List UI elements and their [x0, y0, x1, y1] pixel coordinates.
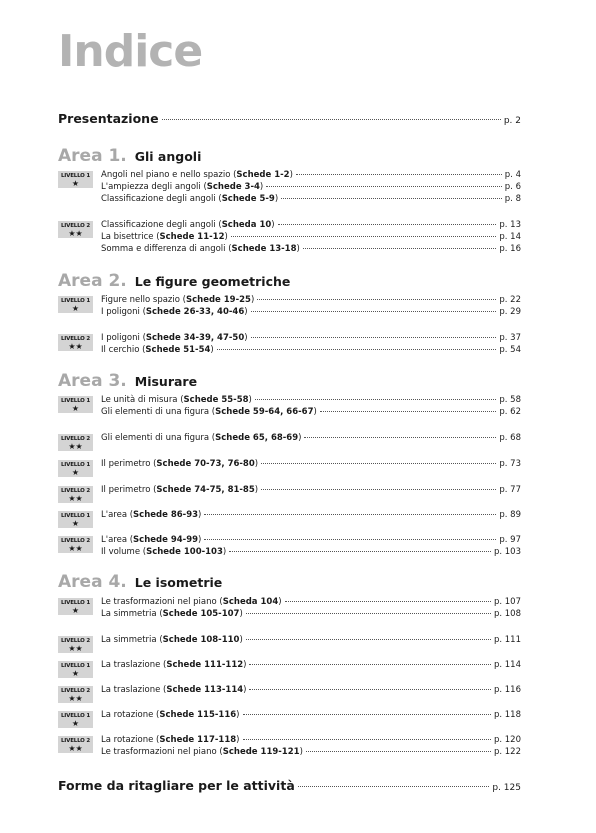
level-label: LIVELLO 1	[61, 713, 90, 719]
level-label: LIVELLO 2	[61, 223, 90, 229]
entry-page: p. 29	[499, 307, 521, 317]
entry-text: Le trasformazioni nel piano (	[101, 747, 223, 757]
entry-end: )	[299, 747, 303, 757]
entry-title	[101, 394, 252, 406]
level-badge	[58, 711, 93, 728]
level-badge	[58, 511, 93, 528]
entry-title	[101, 406, 317, 418]
area-heading	[58, 146, 201, 167]
entry-end: )	[296, 244, 300, 254]
area-heading	[58, 271, 290, 292]
leader-dots	[243, 739, 491, 740]
star-icon: ★	[71, 468, 80, 477]
entry-page: p. 62	[499, 407, 521, 417]
entry-ref: Schede 108-110	[162, 635, 240, 645]
entry-text: La rotazione (	[101, 735, 160, 745]
toc-entry	[101, 534, 521, 546]
entry-title	[101, 219, 275, 231]
star-icon: ★★	[68, 544, 83, 553]
entry-title	[101, 659, 246, 671]
level-label: LIVELLO 2	[61, 538, 90, 544]
toc-entry	[101, 169, 521, 181]
toc-entry	[101, 734, 521, 746]
entry-ref: Schede 70-73, 76-80	[156, 459, 255, 469]
entry-page: p. 114	[493, 660, 521, 670]
area-number: Area 2.	[58, 271, 127, 291]
star-icon: ★★	[68, 442, 83, 451]
entry-page: p. 107	[493, 597, 521, 607]
entry-text: La rotazione (	[101, 710, 160, 720]
level-label: LIVELLO 1	[61, 462, 90, 468]
entry-text: Il cerchio (	[101, 345, 146, 355]
entry-end: )	[271, 220, 275, 230]
level-label: LIVELLO 2	[61, 738, 90, 744]
entry-title	[101, 509, 201, 521]
entry-text: Figure nello spazio (	[101, 295, 186, 305]
toc-entry	[101, 608, 521, 620]
entry-text: I poligoni (	[101, 307, 146, 317]
entry-ref: Schede 94-99	[133, 535, 199, 545]
entry-end: )	[298, 433, 302, 443]
entry-ref: Scheda 10	[221, 220, 272, 230]
level-badge	[58, 486, 93, 503]
level-label: LIVELLO 2	[61, 638, 90, 644]
leader-dots	[306, 751, 491, 752]
leader-dots	[204, 514, 496, 515]
leader-dots	[261, 463, 496, 464]
entry-text: Gli elementi di una figura (	[101, 433, 216, 443]
level-label: LIVELLO 2	[61, 336, 90, 342]
entry-text: Angoli nel piano e nello spazio (	[101, 170, 237, 180]
star-icon: ★	[71, 606, 80, 615]
toc-entry	[101, 659, 521, 671]
entry-text: Classificazione degli angoli (	[101, 220, 222, 230]
level-badge	[58, 334, 93, 351]
entry-page: p. 6	[504, 182, 521, 192]
entry-text: Gli elementi di una figura (	[101, 407, 216, 417]
level-badge	[58, 686, 93, 703]
entry-ref: Schede 86-93	[133, 510, 199, 520]
entry-page: p. 14	[499, 232, 521, 242]
entry-end: )	[313, 407, 317, 417]
level-badge	[58, 636, 93, 653]
leader-dots	[229, 551, 491, 552]
toc-entry	[101, 746, 521, 758]
level-badge	[58, 736, 93, 753]
leader-dots	[257, 299, 496, 300]
entry-ref: Schede 105-107	[162, 609, 240, 619]
entry-title	[101, 344, 214, 356]
entry-end: )	[243, 660, 247, 670]
entry-ref: Schede 115-116	[159, 710, 237, 720]
level-label: LIVELLO 1	[61, 173, 90, 179]
level-badge	[58, 171, 93, 188]
leader-dots	[304, 437, 496, 438]
forme-label: Forme da ritagliare per le attività	[58, 778, 295, 793]
toc-entry	[101, 181, 521, 193]
entry-end: )	[274, 194, 279, 204]
entry-end: )	[239, 635, 243, 645]
star-icon: ★	[71, 404, 80, 413]
leader-dots	[249, 689, 490, 690]
toc-entry	[101, 634, 521, 646]
leader-dots	[162, 119, 501, 120]
toc-entry	[101, 509, 521, 521]
level-label: LIVELLO 1	[61, 600, 90, 606]
entry-text: L'area (	[101, 535, 134, 545]
leader-dots	[281, 198, 502, 199]
leader-dots	[266, 186, 502, 187]
entry-title	[101, 181, 263, 193]
leader-dots	[246, 639, 491, 640]
toc-entry	[101, 294, 521, 306]
toc-entry	[101, 406, 521, 418]
entry-ref: Schede 11-12	[159, 232, 225, 242]
leader-dots	[285, 601, 491, 602]
entry-page: p. 116	[493, 685, 521, 695]
level-badge	[58, 460, 93, 477]
level-badge	[58, 296, 93, 313]
entry-title	[101, 734, 240, 746]
entry-end: )	[239, 609, 243, 619]
entry-title	[101, 231, 228, 243]
entry-title	[101, 534, 201, 546]
toc-entry	[101, 219, 521, 231]
entry-ref: Schede 5-9	[221, 194, 275, 204]
toc-entry	[101, 458, 521, 470]
entry-ref: Schede 13-18	[231, 244, 297, 254]
entry-title	[101, 243, 300, 255]
entry-ref: Schede 55-58	[183, 395, 249, 405]
entry-ref: Schede 113-114	[166, 685, 244, 695]
leader-dots	[243, 714, 491, 715]
area-title: Gli angoli	[134, 149, 202, 164]
toc-entry	[101, 243, 521, 255]
entry-text: L'area (	[101, 510, 134, 520]
toc-entry	[101, 332, 521, 344]
entry-ref: Schede 26-33, 40-46	[145, 307, 245, 317]
leader-dots	[255, 399, 497, 400]
leader-dots	[251, 337, 497, 338]
entry-title	[101, 193, 278, 205]
entry-page: p. 13	[499, 220, 521, 230]
star-icon: ★	[71, 519, 80, 528]
toc-entry	[101, 432, 521, 444]
level-label: LIVELLO 2	[61, 688, 90, 694]
entry-ref: Schede 1-2	[236, 170, 290, 180]
entry-ref: Schede 119-121	[222, 747, 300, 757]
toc-entry	[101, 484, 521, 496]
area-title: Le figure geometriche	[134, 274, 291, 289]
entry-end: )	[236, 735, 240, 745]
entry-end: )	[236, 710, 240, 720]
entry-text: La bisettrice (	[101, 232, 160, 242]
entry-page: p. 16	[499, 244, 521, 254]
entry-title	[101, 294, 254, 306]
leader-dots	[278, 224, 497, 225]
entry-ref: Schede 100-103	[146, 547, 223, 557]
entry-text: Le unità di misura (	[101, 395, 184, 405]
entry-text: Il perimetro (	[101, 459, 157, 469]
entry-text: La traslazione (	[101, 685, 167, 695]
entry-ref: Scheda 104	[222, 597, 279, 607]
area-number: Area 1.	[58, 146, 127, 166]
entry-page: p. 73	[499, 459, 521, 469]
entry-end: )	[278, 597, 282, 607]
entry-title	[101, 332, 248, 344]
entry-text: Il perimetro (	[101, 485, 157, 495]
entry-end: )	[198, 510, 202, 520]
entry-end: )	[210, 345, 214, 355]
level-label: LIVELLO 1	[61, 398, 90, 404]
entry-text: I poligoni (	[101, 333, 146, 343]
entry-title	[101, 432, 301, 444]
entry-title	[101, 169, 293, 181]
entry-end: )	[254, 485, 259, 495]
entry-title	[101, 596, 282, 608]
star-icon: ★★	[68, 744, 83, 753]
toc-entry	[101, 394, 521, 406]
entry-page: p. 122	[493, 747, 521, 757]
level-label: LIVELLO 1	[61, 298, 90, 304]
toc-presentazione	[58, 112, 521, 128]
level-badge	[58, 221, 93, 238]
area-number: Area 3.	[58, 371, 127, 391]
entry-ref: Schede 59-64, 66-67	[215, 407, 314, 417]
area-heading	[58, 371, 197, 392]
entry-page: p. 8	[504, 194, 521, 204]
entry-page: p. 97	[499, 535, 521, 545]
entry-page: p. 4	[504, 170, 521, 180]
entry-title	[101, 546, 226, 558]
leader-dots	[303, 248, 497, 249]
star-icon: ★★	[68, 694, 83, 703]
entry-title	[101, 746, 303, 758]
entry-end: )	[254, 459, 259, 469]
entry-text: La simmetria (	[101, 635, 163, 645]
leader-dots	[251, 311, 497, 312]
presentazione-label: Presentazione	[58, 111, 159, 126]
level-badge	[58, 536, 93, 553]
entry-end: )	[222, 547, 227, 557]
entry-page: p. 89	[499, 510, 521, 520]
star-icon: ★★	[68, 494, 83, 503]
toc-entry	[101, 709, 521, 721]
leader-dots	[298, 786, 490, 787]
area-title: Le isometrie	[134, 575, 223, 590]
entry-ref: Schede 111-112	[166, 660, 244, 670]
level-badge	[58, 661, 93, 678]
entry-title	[101, 458, 258, 470]
star-icon: ★★	[68, 644, 83, 653]
area-number: Area 4.	[58, 572, 127, 592]
toc-entry	[101, 193, 521, 205]
level-label: LIVELLO 2	[61, 488, 90, 494]
entry-title	[101, 634, 243, 646]
presentazione-page: p. 2	[503, 116, 521, 126]
star-icon: ★	[71, 669, 80, 678]
entry-page: p. 111	[493, 635, 521, 645]
forme-page: p. 125	[492, 783, 521, 793]
leader-dots	[296, 174, 502, 175]
entry-ref: Schede 117-118	[159, 735, 237, 745]
entry-end: )	[244, 333, 248, 343]
star-icon: ★	[71, 304, 80, 313]
leader-dots	[246, 613, 491, 614]
leader-dots	[231, 236, 497, 237]
entry-page: p. 120	[493, 735, 521, 745]
toc-forme	[58, 779, 521, 795]
entry-ref: Schede 74-75, 81-85	[156, 485, 255, 495]
entry-ref: Schede 34-39, 47-50	[145, 333, 245, 343]
star-icon: ★★	[68, 342, 83, 351]
level-label: LIVELLO 1	[61, 663, 90, 669]
toc-entry	[101, 546, 521, 558]
entry-end: )	[224, 232, 228, 242]
entry-title	[101, 684, 246, 696]
entry-text: L'ampiezza degli angoli (	[101, 182, 207, 192]
toc-entry	[101, 231, 521, 243]
entry-page: p. 37	[499, 333, 521, 343]
leader-dots	[217, 349, 497, 350]
entry-page: p. 58	[499, 395, 521, 405]
level-label: LIVELLO 2	[61, 436, 90, 442]
entry-end: )	[289, 170, 293, 180]
entry-end: )	[259, 182, 264, 192]
toc-entry	[101, 344, 521, 356]
entry-ref: Schede 51-54	[145, 345, 211, 355]
entry-end: )	[244, 307, 248, 317]
entry-title	[101, 608, 243, 620]
entry-page: p. 54	[499, 345, 521, 355]
star-icon: ★★	[68, 229, 83, 238]
entry-page: p. 108	[493, 609, 521, 619]
leader-dots	[320, 411, 497, 412]
level-badge	[58, 396, 93, 413]
entry-page: p. 68	[499, 433, 521, 443]
entry-ref: Schede 65, 68-69	[215, 433, 299, 443]
toc-entry	[101, 596, 521, 608]
level-badge	[58, 598, 93, 615]
entry-title	[101, 306, 248, 318]
page-title: Indice	[58, 26, 203, 77]
star-icon: ★	[71, 179, 80, 188]
entry-text: La simmetria (	[101, 609, 163, 619]
area-title: Misurare	[134, 374, 198, 389]
entry-page: p. 118	[493, 710, 521, 720]
entry-end: )	[243, 685, 247, 695]
entry-ref: Schede 3-4	[206, 182, 260, 192]
entry-end: )	[198, 535, 202, 545]
leader-dots	[204, 539, 496, 540]
entry-ref: Schede 19-25	[185, 295, 251, 305]
entry-page: p. 77	[499, 485, 521, 495]
entry-title	[101, 484, 258, 496]
toc-entry	[101, 306, 521, 318]
level-badge	[58, 434, 93, 451]
star-icon: ★	[71, 719, 80, 728]
entry-page: p. 22	[499, 295, 521, 305]
leader-dots	[249, 664, 490, 665]
entry-end: )	[248, 395, 252, 405]
entry-end: )	[250, 295, 255, 305]
leader-dots	[261, 489, 496, 490]
entry-text: Somma e differenza di angoli (	[101, 244, 232, 254]
entry-text: Classificazione degli angoli (	[101, 194, 222, 204]
entry-text: La traslazione (	[101, 660, 167, 670]
area-heading	[58, 572, 222, 593]
entry-page: p. 103	[493, 547, 521, 557]
level-label: LIVELLO 1	[61, 513, 90, 519]
toc-entry	[101, 684, 521, 696]
entry-title	[101, 709, 240, 721]
entry-text: Le trasformazioni nel piano (	[101, 597, 223, 607]
entry-text: Il volume (	[101, 547, 147, 557]
